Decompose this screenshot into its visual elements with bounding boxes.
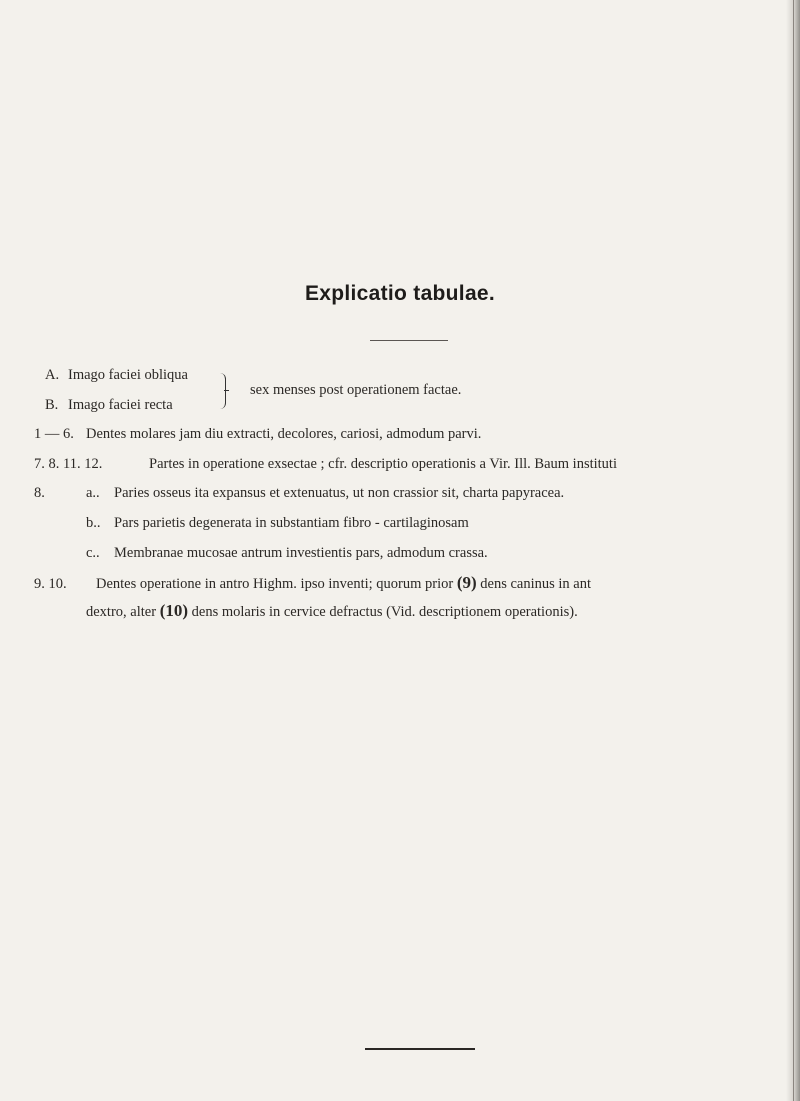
entry-b (45, 397, 173, 414)
entry-9-10 (34, 573, 591, 593)
entry-a-label: A. (45, 367, 60, 383)
entry-1-6-label: 1 — 6. (34, 426, 74, 442)
entry-7-12 (34, 456, 617, 473)
entry-ab-note: sex menses post operationem factae. (250, 382, 462, 398)
entry-a (45, 367, 188, 384)
entry-b-label: B. (45, 397, 59, 413)
entry-8-label: 8. (34, 485, 45, 501)
entry-8b-text: Pars parietis degenerata in substantiam fibro - cartilaginosam (114, 515, 469, 531)
entry-8c-text: Membranae mucosae antrum investientis pars, admodum crassa. (114, 545, 488, 561)
entry-8c-sub: c.. (86, 545, 100, 561)
entry-1-6 (34, 426, 481, 443)
entry-8b-sub: b.. (86, 515, 101, 531)
entry-8a-text: Paries osseus ita expansus et extenuatus, ut non crassior sit, charta papyracea. (114, 485, 565, 501)
page-title: Explicatio tabulae. (304, 282, 496, 305)
entry-1-6-text: Dentes molares jam diu extracti, decolores, cariosi, admodum parvi. (86, 426, 482, 442)
entry-9-10-cont (86, 601, 578, 621)
entry-a-text: Imago faciei obliqua (68, 367, 188, 383)
entry-10-text-a: dextro, alter (86, 604, 157, 620)
entry-b-text: Imago faciei recta (68, 397, 173, 413)
entry-7-12-label: 7. 8. 11. 12. (34, 456, 103, 472)
page-edge-line (793, 0, 794, 1101)
entry-8b (86, 515, 469, 532)
bottom-divider (365, 1048, 475, 1050)
entry-9-ref: (9) (456, 573, 477, 592)
entry-8c (86, 545, 488, 562)
entry-8a-sub: a.. (86, 485, 100, 501)
brace-tick (224, 390, 229, 391)
entry-10-ref: (10) (159, 601, 189, 620)
entry-8a (34, 485, 564, 502)
entry-10-text-b: dens molaris in cervice defractus (Vid. descriptionem operationis). (191, 604, 578, 620)
entry-9-10-label: 9. 10. (34, 576, 67, 592)
brace (217, 373, 226, 409)
entry-7-12-text: Partes in operatione exsectae ; cfr. descriptio operationis a Vir. Ill. Baum instituti (149, 456, 617, 472)
entry-9-10-text-b: dens caninus in ant (480, 576, 592, 592)
title-divider (370, 340, 448, 341)
entry-9-10-text-a: Dentes operatione in antro Highm. ipso inventi; quorum prior (96, 576, 454, 592)
